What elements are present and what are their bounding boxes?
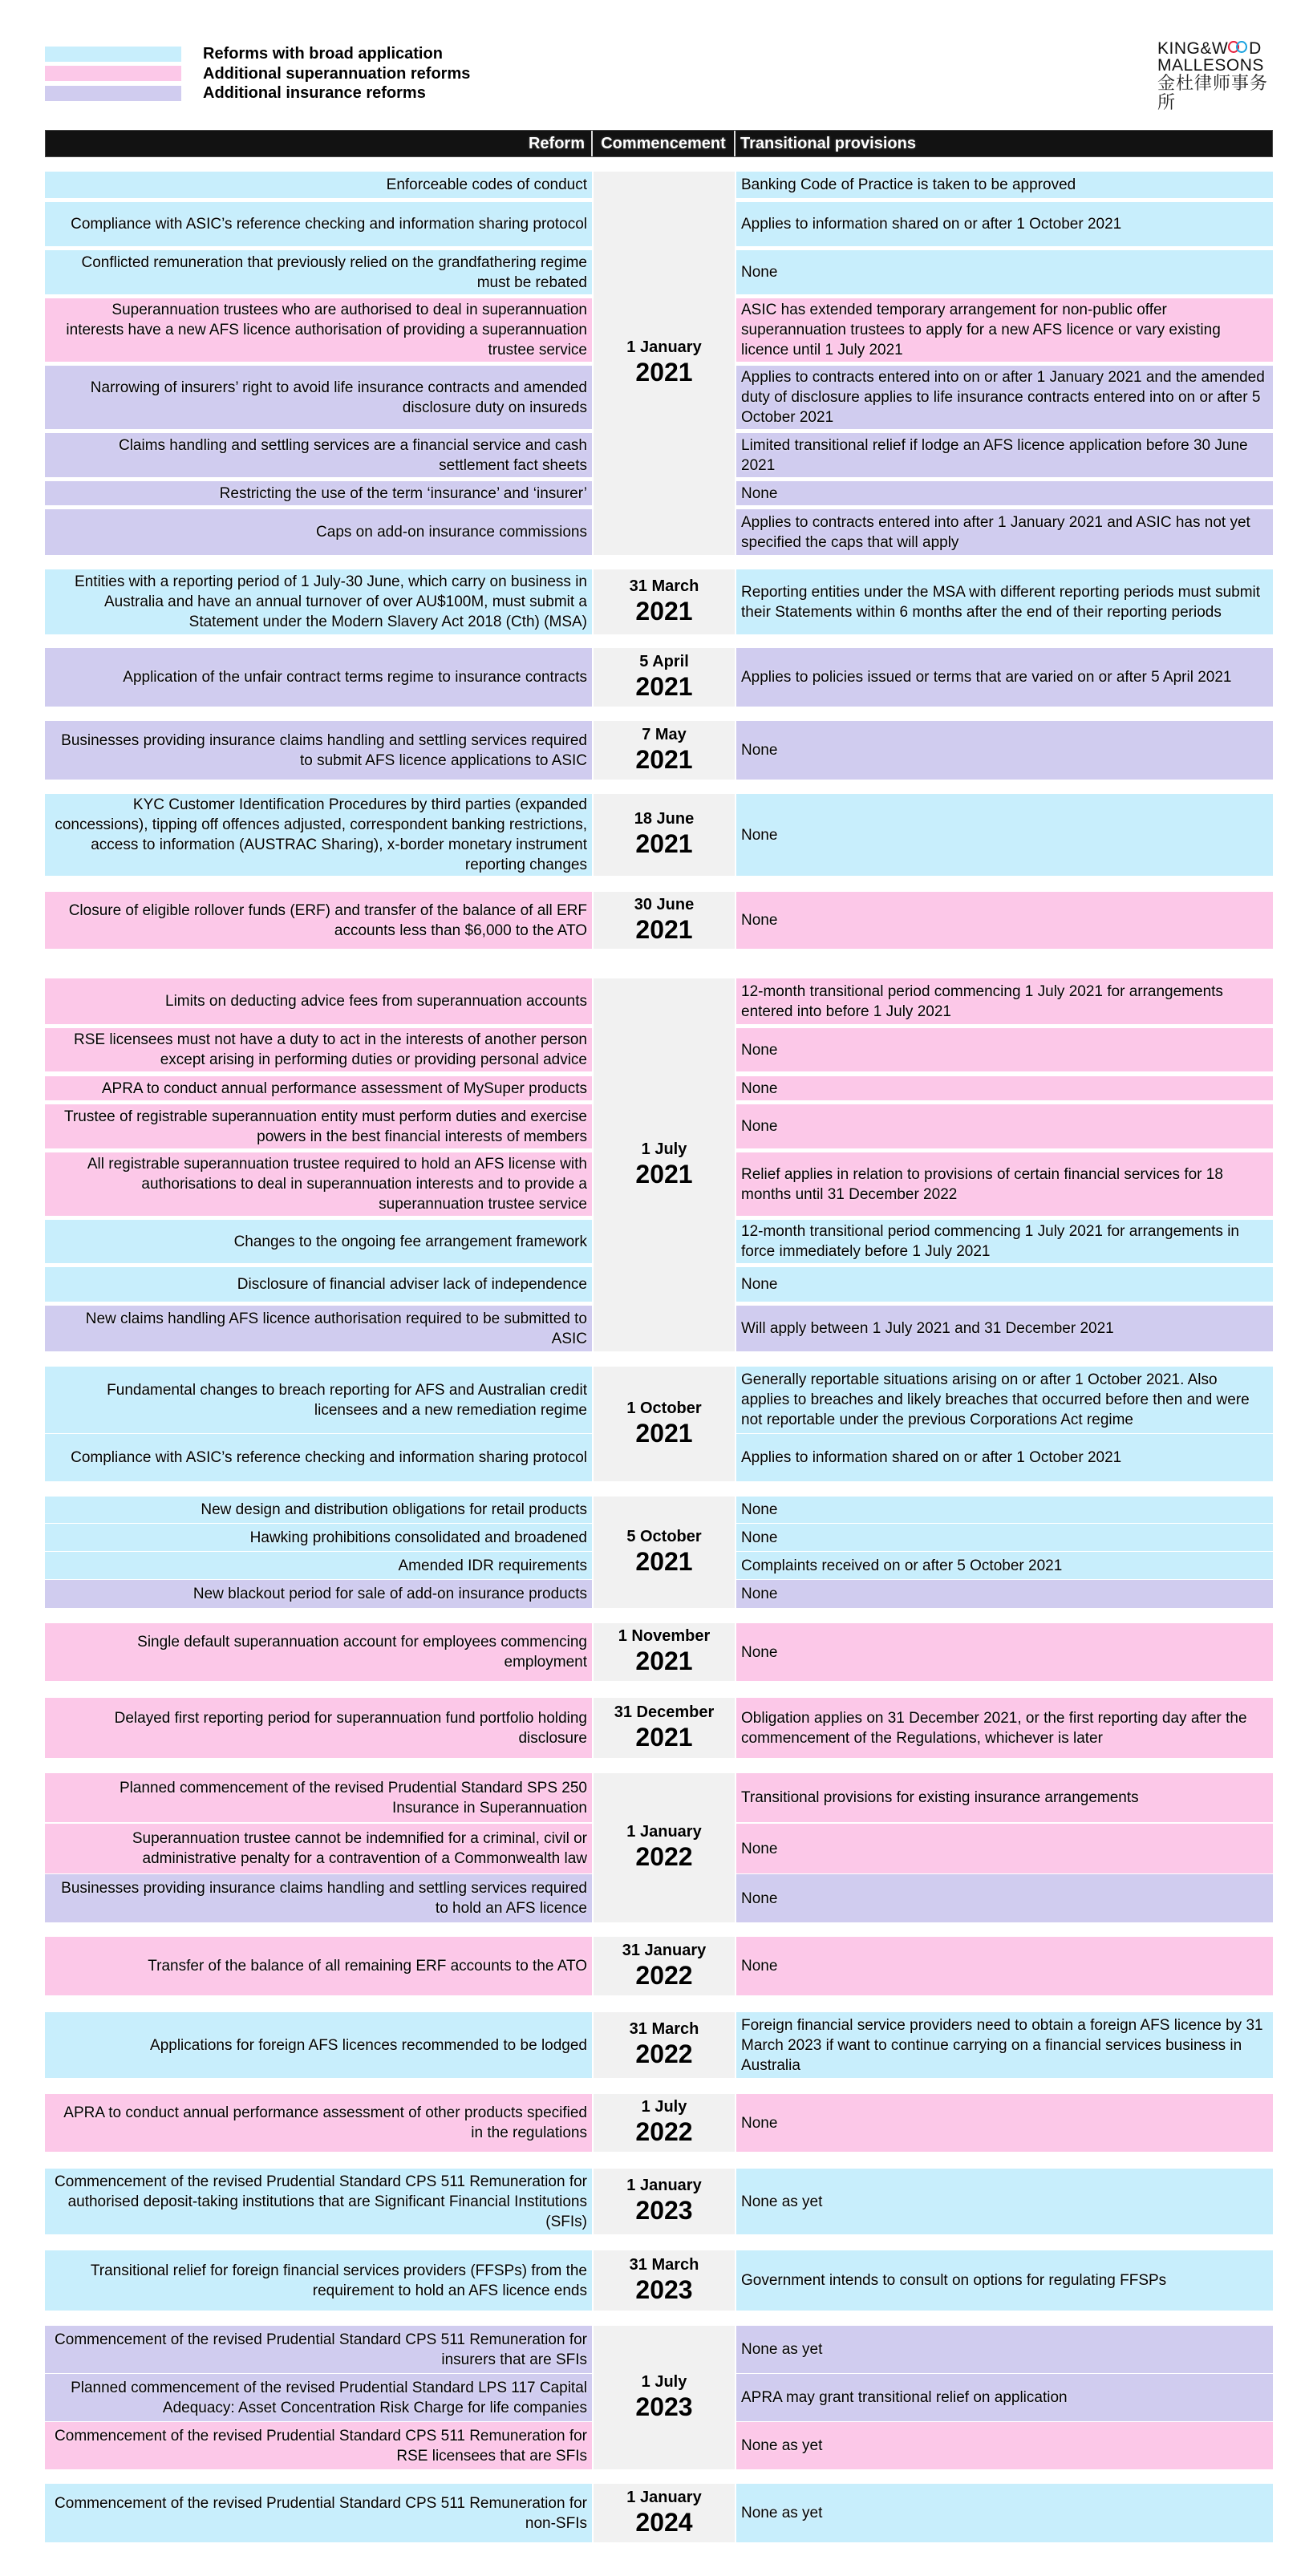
- table-header: [45, 130, 1273, 157]
- reform-cell: Commencement of the revised Prudential Standard CPS 511 Remuneration for RSE licensees that are SFIs: [45, 2422, 592, 2469]
- reform-cell: Disclosure of financial adviser lack of independence: [45, 1267, 592, 1302]
- commencement-cell: [594, 794, 735, 876]
- reform-cell: Changes to the ongoing fee arrangement framework: [45, 1220, 592, 1263]
- logo-line-1: [1157, 40, 1278, 57]
- transitional-cell: Obligation applies on 31 December 2021, or the first reporting day after the commencement of the Regulations, whichever is later: [736, 1698, 1273, 1758]
- commencement-group: [45, 1698, 1273, 1758]
- legend-swatch-broad: [45, 47, 181, 62]
- commencement-group: [45, 1623, 1273, 1681]
- reform-cell: APRA to conduct annual performance assessment of MySuper products: [45, 1076, 592, 1100]
- reform-cell: Compliance with ASIC’s reference checking and information sharing protocol: [45, 1434, 592, 1481]
- commencement-cell: [594, 1623, 735, 1681]
- transitional-cell: None: [736, 1497, 1273, 1523]
- commencement-day: 31 March: [629, 2255, 699, 2274]
- commencement-year: 2021: [635, 914, 693, 944]
- commencement-year: 2021: [635, 358, 693, 387]
- transitional-cell: None: [736, 892, 1273, 949]
- commencement-group: [45, 2169, 1273, 2234]
- reform-cell: RSE licensees must not have a duty to act in the interests of another person except arising in performing duties or providing personal advice: [45, 1028, 592, 1071]
- commencement-year: 2021: [635, 1546, 693, 1576]
- column-header-transitional: Transitional provisions: [740, 135, 916, 152]
- reform-cell: Application of the unfair contract terms regime to insurance contracts: [45, 648, 592, 707]
- reform-cell: Conflicted remuneration that previously relied on the grandfathering regime must be rebated: [45, 250, 592, 294]
- commencement-cell: [594, 172, 735, 555]
- transitional-cell: Applies to contracts entered into after 1 January 2021 and ASIC has not yet specified the caps that will apply: [736, 509, 1273, 555]
- commencement-day: 31 March: [629, 577, 699, 595]
- reform-cell: Planned commencement of the revised Prudential Standard LPS 117 Capital Adequacy: Asset Concentration Risk Charge for life companies: [45, 2374, 592, 2421]
- commencement-cell: [594, 1937, 735, 1995]
- commencement-day: 1 November: [618, 1627, 711, 1645]
- commencement-day: 1 January: [626, 338, 702, 356]
- commencement-cell: [594, 2012, 735, 2078]
- commencement-group: [45, 721, 1273, 780]
- commencement-cell: [594, 569, 735, 634]
- transitional-cell: None: [736, 721, 1273, 780]
- commencement-cell: [594, 2484, 735, 2542]
- commencement-cell: [594, 2094, 735, 2152]
- transitional-cell: Will apply between 1 July 2021 and 31 December 2021: [736, 1306, 1273, 1351]
- commencement-day: 1 July: [641, 1140, 687, 1158]
- transitional-cell: Applies to contracts entered into on or after 1 January 2021 and the amended duty of disclosure applies to life insurance contracts entered into on or after 5 October 2021: [736, 366, 1273, 429]
- transitional-cell: None: [736, 2094, 1273, 2152]
- commencement-year: 2021: [635, 596, 693, 626]
- transitional-cell: None: [736, 1524, 1273, 1551]
- commencement-cell: [594, 2326, 735, 2469]
- commencement-year: 2023: [635, 2392, 693, 2421]
- commencement-group: [45, 569, 1273, 634]
- logo-line-3: 金杜律师事务所: [1157, 73, 1269, 112]
- commencement-cell: [594, 2169, 735, 2234]
- transitional-cell: 12-month transitional period commencing 1 July 2021 for arrangements in force immediately before 1 July 2021: [736, 1220, 1273, 1263]
- reform-cell: Transitional relief for foreign financial services providers (FFSPs) from the requirement to hold an AFS licence ends: [45, 2250, 592, 2311]
- commencement-year: 2023: [635, 2196, 693, 2225]
- commencement-cell: [594, 892, 735, 949]
- commencement-group: [45, 2012, 1273, 2078]
- commencement-cell: [594, 1773, 735, 1922]
- reform-cell: Caps on add-on insurance commissions: [45, 509, 592, 555]
- commencement-group: [45, 1497, 1273, 1608]
- commencement-group: [45, 1367, 1273, 1481]
- commencement-year: 2021: [635, 671, 693, 701]
- reform-cell: New claims handling AFS licence authorisation required to be submitted to ASIC: [45, 1306, 592, 1351]
- logo-line-2: MALLESONS: [1157, 56, 1264, 75]
- commencement-day: 1 October: [626, 1399, 702, 1417]
- commencement-day: 7 May: [642, 725, 687, 743]
- commencement-day: 1 January: [626, 1823, 702, 1841]
- commencement-group: [45, 2326, 1273, 2469]
- logo-text: D: [1249, 39, 1262, 58]
- reform-cell: Entities with a reporting period of 1 July-30 June, which carry on business in Australia and have an annual turnover of over AU$100M, must submit a Statement under the Modern Slavery Act 2018 (Cth) (MSA): [45, 569, 592, 634]
- commencement-day: 5 April: [639, 652, 689, 670]
- commencement-cell: [594, 721, 735, 780]
- commencement-group: [45, 1773, 1273, 1922]
- transitional-cell: Applies to policies issued or terms that are varied on or after 5 April 2021: [736, 648, 1273, 707]
- commencement-day: 1 January: [626, 2488, 702, 2506]
- commencement-year: 2021: [635, 1159, 693, 1189]
- commencement-day: 1 July: [641, 2098, 687, 2116]
- transitional-cell: None as yet: [736, 2484, 1273, 2542]
- transitional-cell: None: [736, 481, 1273, 505]
- transitional-cell: None: [736, 1028, 1273, 1071]
- reform-cell: Delayed first reporting period for superannuation fund portfolio holding disclosure: [45, 1698, 592, 1758]
- reform-cell: Commencement of the revised Prudential Standard CPS 511 Remuneration for non-SFIs: [45, 2484, 592, 2542]
- commencement-year: 2022: [635, 2117, 693, 2146]
- transitional-cell: Transitional provisions for existing insurance arrangements: [736, 1773, 1273, 1822]
- reform-cell: Commencement of the revised Prudential Standard CPS 511 Remuneration for authorised deposit-taking institutions that are Significant Financial Institutions (SFIs): [45, 2169, 592, 2234]
- transitional-cell: None: [736, 250, 1273, 294]
- reform-cell: Trustee of registrable superannuation entity must perform duties and exercise powers in the best financial interests of members: [45, 1104, 592, 1148]
- reform-cell: Narrowing of insurers’ right to avoid life insurance contracts and amended disclosure duty on insureds: [45, 366, 592, 429]
- legend-swatch-super: [45, 66, 181, 81]
- reform-cell: Commencement of the revised Prudential Standard CPS 511 Remuneration for insurers that are SFIs: [45, 2326, 592, 2373]
- reform-cell: APRA to conduct annual performance assessment of other products specified in the regulations: [45, 2094, 592, 2152]
- commencement-year: 2022: [635, 1842, 693, 1871]
- commencement-year: 2021: [635, 1646, 693, 1675]
- transitional-cell: None: [736, 1267, 1273, 1302]
- linked-rings-icon: [1228, 41, 1249, 55]
- reform-cell: All registrable superannuation trustee required to hold an AFS license with authorisations to deal in superannuation interests and to provide a superannuation trustee service: [45, 1152, 592, 1216]
- legend-label: Reforms with broad application: [203, 45, 443, 63]
- commencement-day: 31 December: [614, 1703, 715, 1721]
- transitional-cell: Foreign financial service providers need to obtain a foreign AFS licence by 31 March 2023 if want to continue carrying on a financial services business in Australia: [736, 2012, 1273, 2078]
- reform-cell: Businesses providing insurance claims handling and settling services required to hold an AFS licence: [45, 1874, 592, 1922]
- reform-cell: Closure of eligible rollover funds (ERF) and transfer of the balance of all ERF accounts less than $6,000 to the ATO: [45, 892, 592, 949]
- reform-cell: New blackout period for sale of add-on insurance products: [45, 1580, 592, 1608]
- transitional-cell: None: [736, 1104, 1273, 1148]
- commencement-day: 31 March: [629, 2020, 699, 2038]
- legend-swatch-insur: [45, 86, 181, 101]
- transitional-cell: None as yet: [736, 2326, 1273, 2373]
- reform-cell: Amended IDR requirements: [45, 1552, 592, 1579]
- commencement-group: [45, 648, 1273, 707]
- commencement-year: 2023: [635, 2274, 693, 2304]
- reform-cell: Enforceable codes of conduct: [45, 172, 592, 198]
- commencement-cell: [594, 1698, 735, 1758]
- transitional-cell: None: [736, 1623, 1273, 1681]
- reform-cell: Hawking prohibitions consolidated and broadened: [45, 1524, 592, 1551]
- transitional-cell: Reporting entities under the MSA with different reporting periods must submit their Statements within 6 months after the end of their reporting periods: [736, 569, 1273, 634]
- legend: [45, 44, 470, 103]
- transitional-cell: None as yet: [736, 2169, 1273, 2234]
- legend-label: Additional superannuation reforms: [203, 64, 471, 83]
- commencement-day: 30 June: [634, 895, 695, 913]
- commencement-group: [45, 978, 1273, 1351]
- transitional-cell: Relief applies in relation to provisions of certain financial services for 18 months until 31 December 2022: [736, 1152, 1273, 1216]
- transitional-cell: None as yet: [736, 2422, 1273, 2469]
- commencement-year: 2021: [635, 1418, 693, 1448]
- transitional-cell: Applies to information shared on or after 1 October 2021: [736, 202, 1273, 246]
- reform-cell: New design and distribution obligations for retail products: [45, 1497, 592, 1523]
- reform-cell: Single default superannuation account for employees commencing employment: [45, 1623, 592, 1681]
- transitional-cell: Government intends to consult on options for regulating FFSPs: [736, 2250, 1273, 2311]
- commencement-year: 2021: [635, 744, 693, 774]
- commencement-cell: [594, 1367, 735, 1481]
- reform-cell: Claims handling and settling services are a financial service and cash settlement fact sheets: [45, 433, 592, 477]
- transitional-cell: None: [736, 1076, 1273, 1100]
- commencement-day: 5 October: [626, 1527, 702, 1545]
- commencement-day: 1 January: [626, 2177, 702, 2194]
- commencement-group: [45, 794, 1273, 876]
- commencement-group: [45, 1937, 1273, 1995]
- commencement-year: 2022: [635, 2039, 693, 2068]
- reform-cell: Superannuation trustees who are authorised to deal in superannuation interests have a new AFS licence authorisation of providing a superannuation trustee service: [45, 298, 592, 362]
- transitional-cell: None: [736, 1824, 1273, 1873]
- transitional-cell: None: [736, 794, 1273, 876]
- commencement-group: [45, 892, 1273, 949]
- reform-cell: Transfer of the balance of all remaining ERF accounts to the ATO: [45, 1937, 592, 1995]
- legend-item-broad: [45, 44, 470, 64]
- commencement-year: 2021: [635, 829, 693, 858]
- transitional-cell: 12-month transitional period commencing 1 July 2021 for arrangements entered into before 1 July 2021: [736, 978, 1273, 1024]
- commencement-year: 2024: [635, 2507, 693, 2537]
- reform-cell: Superannuation trustee cannot be indemnified for a criminal, civil or administrative penalty for a contravention of a Commonwealth law: [45, 1824, 592, 1873]
- reform-cell: Restricting the use of the term ‘insurance’ and ‘insurer’: [45, 481, 592, 505]
- transitional-cell: Applies to information shared on or after 1 October 2021: [736, 1434, 1273, 1481]
- reform-cell: Fundamental changes to breach reporting for AFS and Australian credit licensees and a new remediation regime: [45, 1367, 592, 1433]
- reform-cell: KYC Customer Identification Procedures by third parties (expanded concessions), tipping off offences adjusted, correspondent banking restrictions, access to information (AUSTRAC Sharing), x-border monetary instrument reporting changes: [45, 794, 592, 876]
- commencement-year: 2021: [635, 1722, 693, 1752]
- commencement-year: 2022: [635, 1960, 693, 1990]
- legend-item-super: [45, 64, 470, 84]
- transitional-cell: None: [736, 1937, 1273, 1995]
- commencement-day: 1 July: [641, 2372, 687, 2391]
- transitional-cell: ASIC has extended temporary arrangement for non-public offer superannuation trustees to apply for a new AFS licence or vary existing licence until 1 July 2021: [736, 298, 1273, 362]
- commencement-cell: [594, 2250, 735, 2311]
- commencement-day: 18 June: [634, 810, 695, 828]
- transitional-cell: None: [736, 1580, 1273, 1608]
- column-header-commencement: Commencement: [593, 131, 736, 156]
- reform-cell: Limits on deducting advice fees from superannuation accounts: [45, 978, 592, 1024]
- commencement-cell: [594, 978, 735, 1351]
- legend-item-insur: [45, 83, 470, 103]
- transitional-cell: Limited transitional relief if lodge an AFS licence application before 30 June 2021: [736, 433, 1273, 477]
- transitional-cell: None: [736, 1874, 1273, 1922]
- logo-text: KING&W: [1157, 39, 1229, 58]
- commencement-group: [45, 172, 1273, 555]
- legend-label: Additional insurance reforms: [203, 84, 426, 103]
- transitional-cell: Banking Code of Practice is taken to be approved: [736, 172, 1273, 198]
- commencement-cell: [594, 648, 735, 707]
- transitional-cell: Complaints received on or after 5 October 2021: [736, 1552, 1273, 1579]
- commencement-cell: [594, 1497, 735, 1608]
- reform-cell: Planned commencement of the revised Prudential Standard SPS 250 Insurance in Superannuation: [45, 1773, 592, 1822]
- transitional-cell: Generally reportable situations arising on or after 1 October 2021. Also applies to breaches and likely breaches that occurred before then and were not reportable under the previous Corporations Act regime: [736, 1367, 1273, 1433]
- commencement-group: [45, 2250, 1273, 2311]
- reform-cell: Businesses providing insurance claims handling and settling services required to submit AFS licence applications to ASIC: [45, 721, 592, 780]
- transitional-cell: APRA may grant transitional relief on application: [736, 2374, 1273, 2421]
- commencement-group: [45, 2484, 1273, 2542]
- kwm-logo: [1157, 40, 1278, 112]
- reform-cell: Applications for foreign AFS licences recommended to be lodged: [45, 2012, 592, 2078]
- reform-cell: Compliance with ASIC’s reference checking and information sharing protocol: [45, 202, 592, 246]
- commencement-group: [45, 2094, 1273, 2152]
- column-header-reform: Reform: [46, 131, 593, 156]
- commencement-day: 31 January: [622, 1941, 707, 1959]
